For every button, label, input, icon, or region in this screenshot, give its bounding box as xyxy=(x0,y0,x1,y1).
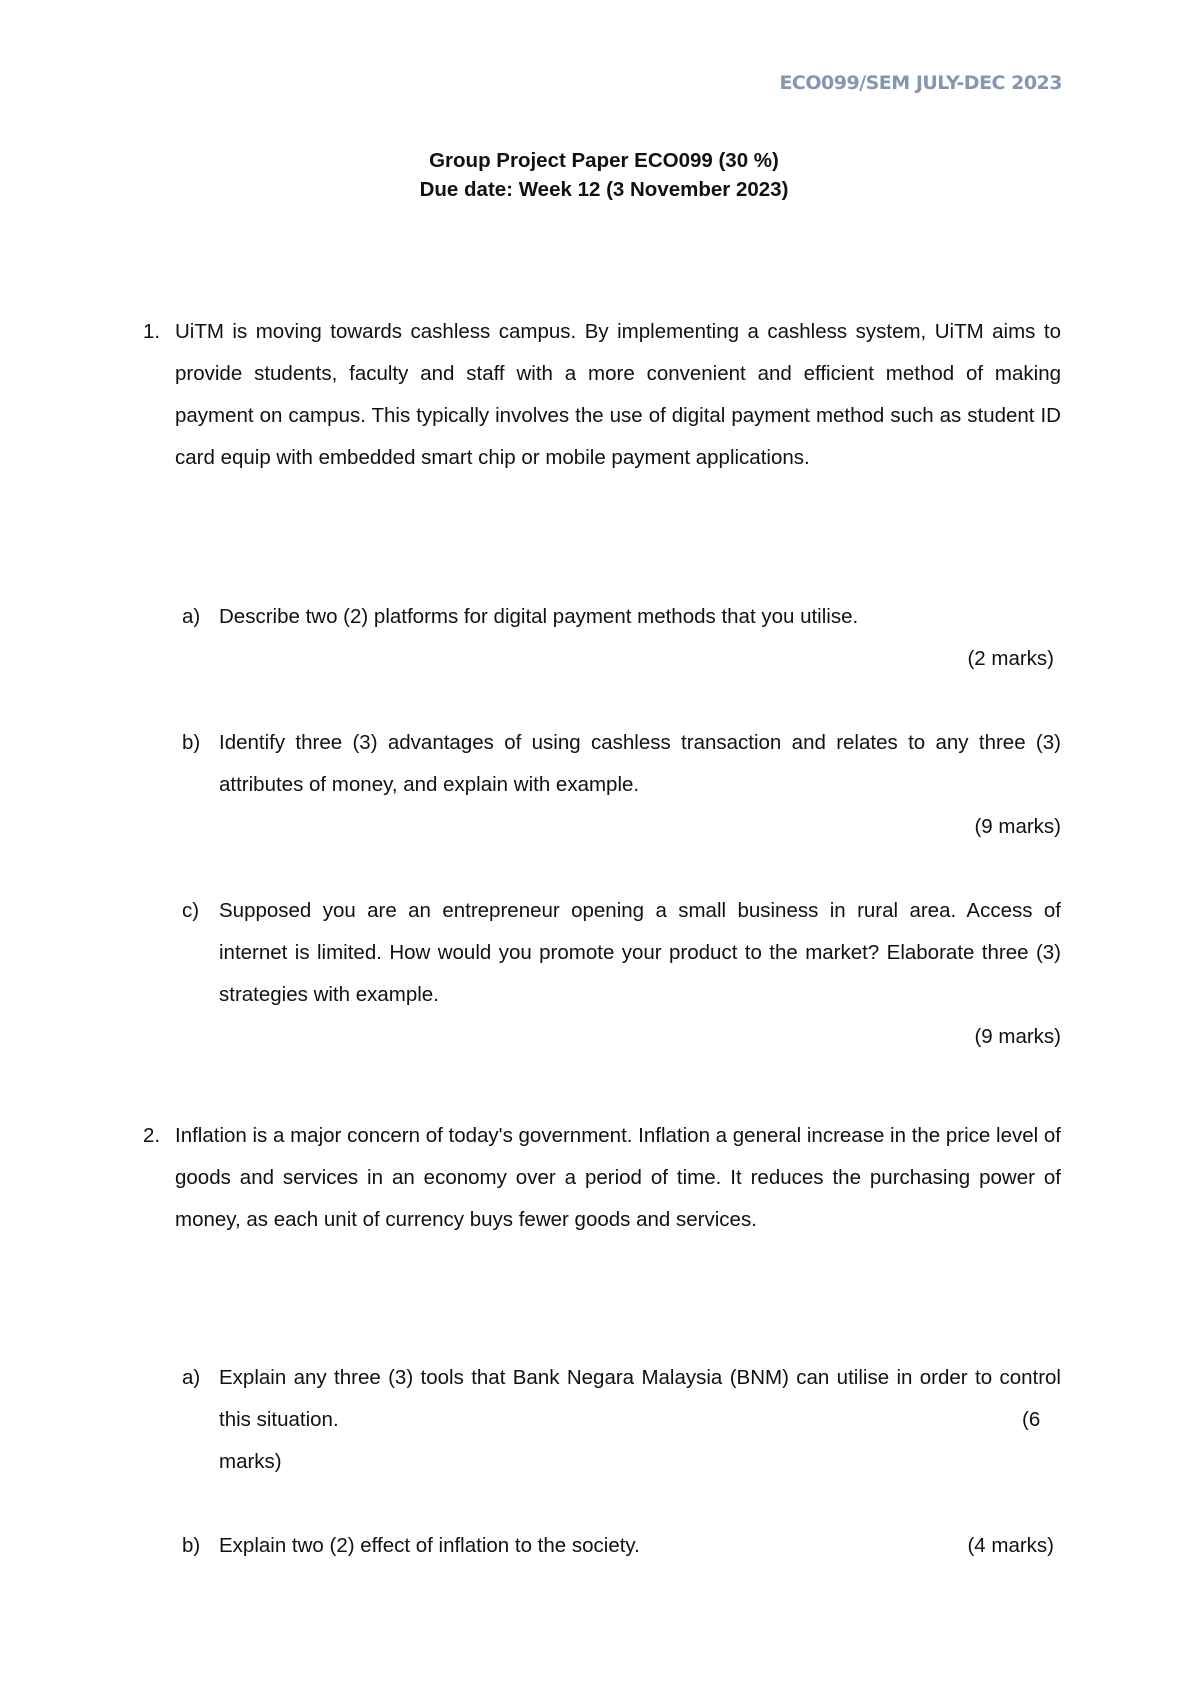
question-1c-marks: (9 marks) xyxy=(974,1025,1061,1048)
question-1a-text: Describe two (2) platforms for digital payment methods that you utilise. xyxy=(219,605,859,628)
question-2a-sentence: Explain any three (3) tools that Bank Negara Malaysia (BNM) can utilise in order to control this situation. xyxy=(219,1366,1061,1431)
question-2b-marks: (4 marks) xyxy=(967,1534,1054,1557)
question-1-text: UiTM is moving towards cashless campus. By implementing a cashless system, UiTM aims to provide students, faculty and staff with a more convenient and efficient method of making payment on campus. This typically involves the use of digital payment method such as student ID card equip with embedded smart chip or mobile payment applications. xyxy=(175,320,1061,469)
question-2a-marks-close: marks) xyxy=(219,1450,282,1473)
question-1a-marks: (2 marks) xyxy=(967,647,1054,670)
question-2a-text xyxy=(219,1357,1061,1441)
question-1b-label: b) xyxy=(182,731,201,754)
question-2b-label: b) xyxy=(182,1534,201,1557)
question-1c-text: Supposed you are an entrepreneur opening a small business in rural area. Access of internet is limited. How would you promote your product to the market? Elaborate three (3) strategies with example. xyxy=(219,899,1061,1006)
question-1a-label: a) xyxy=(182,605,201,628)
question-2b-text: Explain two (2) effect of inflation to the society. xyxy=(219,1534,640,1557)
document-title xyxy=(0,146,1200,204)
question-1b-text: Identify three (3) advantages of using cashless transaction and relates to any three (3) attributes of money, and explain with example. xyxy=(219,731,1061,796)
question-1c-label: c) xyxy=(182,899,200,922)
title-line-2: Due date: Week 12 (3 November 2023) xyxy=(419,178,789,201)
question-2a-label: a) xyxy=(182,1366,201,1389)
question-1-number: 1. xyxy=(143,320,161,343)
course-code-header: ECO099/SEM JULY-DEC 2023 xyxy=(779,72,1062,94)
title-line-1: Group Project Paper ECO099 (30 %) xyxy=(429,149,779,172)
question-2-number: 2. xyxy=(143,1124,161,1147)
question-2-text: Inflation is a major concern of today's government. Inflation a general increase in the price level of goods and services in an economy over a period of time. It reduces the purchasing power of money, as each unit of currency buys fewer goods and services. xyxy=(175,1124,1061,1231)
question-2a-marks-open: (6 xyxy=(1022,1408,1041,1431)
question-1b-marks: (9 marks) xyxy=(974,815,1061,838)
